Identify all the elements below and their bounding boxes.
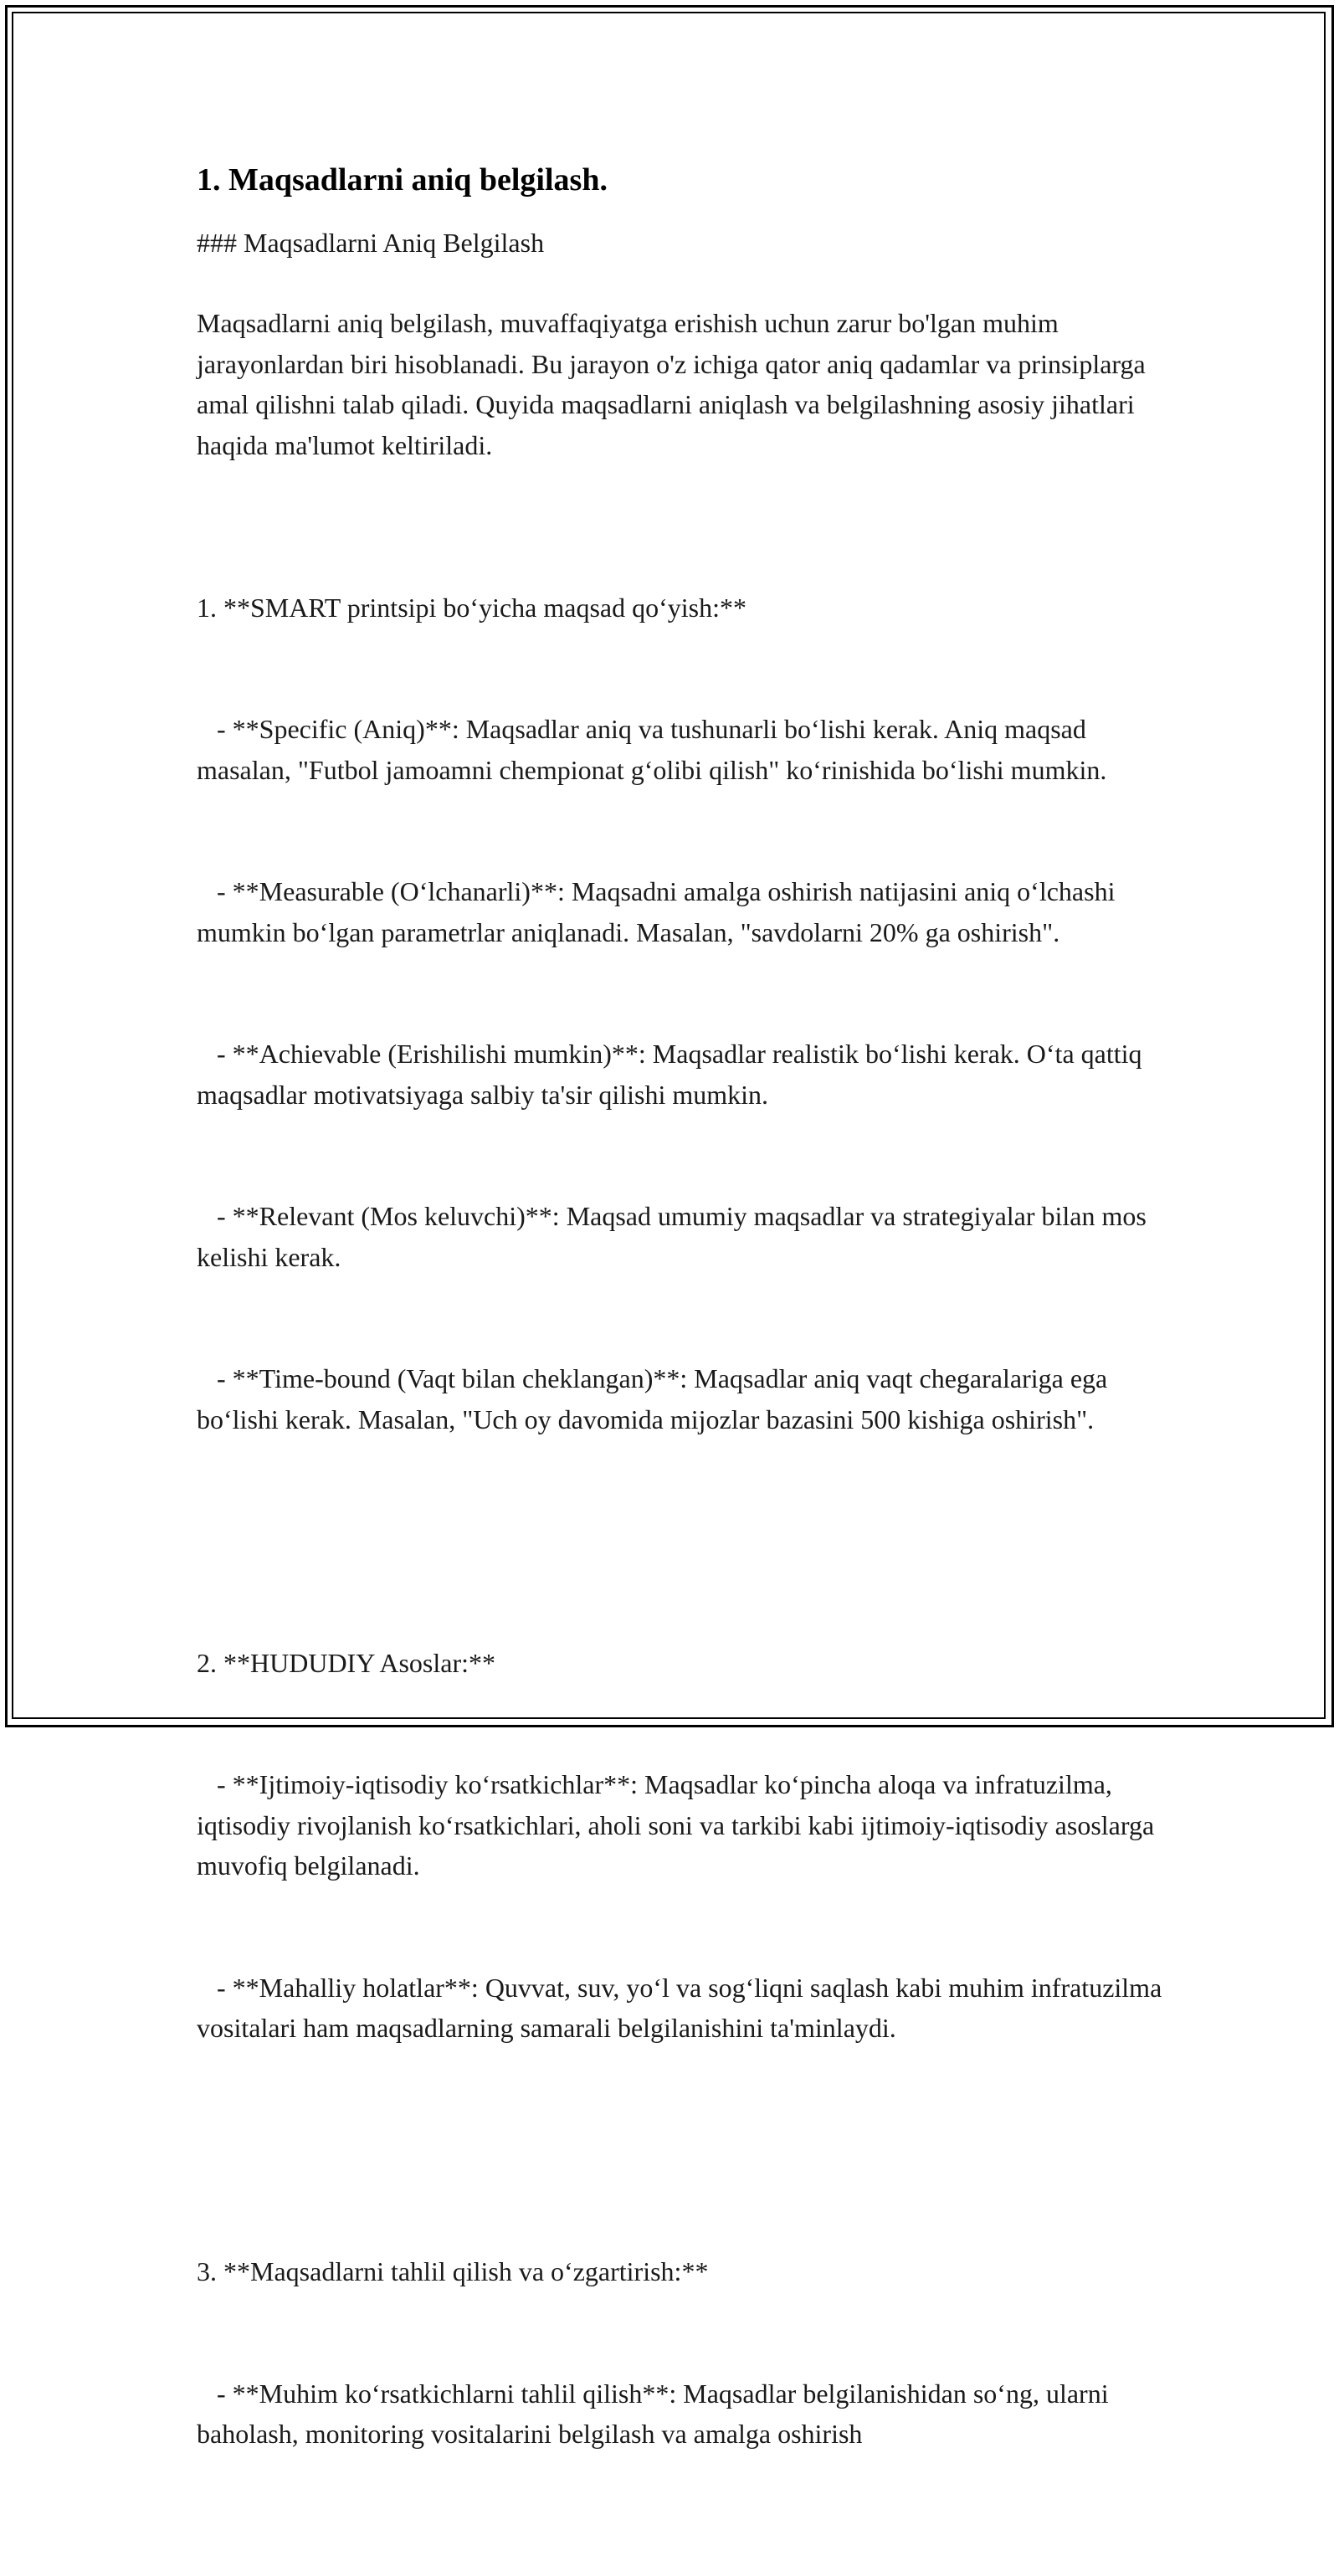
list-item: - **Specific (Aniq)**: Maqsadlar aniq va tushunarli bo‘lishi kerak. Aniq maqsad masalan, "Futbol jamoamni chempionat g‘olibi qilish" ko‘rinishida bo‘lishi mumkin.: [197, 714, 1107, 785]
section-smart: [197, 506, 1167, 1521]
intro-paragraph: Maqsadlarni aniq belgilash, muvaffaqiyatga erishish uchun zarur bo'lgan muhim jarayonlardan biri hisoblanadi. Bu jarayon o'z ichiga qator aniq qadamlar va prinsiplarga amal qilishni talab qiladi. Quyida maqsadlarni aniqlash va belgilashning asosiy jihatlari haqida ma'lumot keltiriladi.: [197, 308, 1152, 460]
list-item: - **Relevant (Mos keluvchi)**: Maqsad umumiy maqsadlar va strategiyalar bilan mos kelishi kerak.: [197, 1201, 1153, 1272]
section-hududiy: [197, 1562, 1167, 2130]
list-item: - **Time-bound (Vaqt bilan cheklangan)**: Maqsadlar aniq vaqt chegaralariga ega bo‘lishi kerak. Masalan, "Uch oy davomida mijozlar bazasini 500 kishiga oshirish".: [197, 1363, 1115, 1434]
section-heading: 3. **Maqsadlarni tahlil qilish va o‘zgartirish:**: [197, 2256, 709, 2286]
section-tahlil: [197, 2170, 1167, 2536]
list-item: - **Ijtimoiy-iqtisodiy ko‘rsatkichlar**: Maqsadlar ko‘pincha aloqa va infratuzilma, iqtisodiy rivojlanish ko‘rsatkichlari, aholi soni va tarkibi kabi ijtimoiy-iqtisodiy asoslarga muvofiq belgilanadi.: [197, 1769, 1162, 1881]
document-subheading: ### Maqsadlarni Aniq Belgilash: [197, 228, 545, 258]
list-item: - **Measurable (O‘lchanarli)**: Maqsadni amalga oshirish natijasini aniq o‘lchashi mumkin bo‘lgan parametrlar aniqlanadi. Masalan, "savdolarni 20% ga oshirish".: [197, 876, 1122, 947]
document-title: 1. Maqsadlarni aniq belgilash.: [197, 162, 608, 198]
list-item: - **Mahalliy holatlar**: Quvvat, suv, yo‘l va sog‘liqni saqlash kabi muhim infratuzilma vositalari ham maqsadlarning samarali belgilanishini ta'minlaydi.: [197, 1972, 1169, 2043]
list-item: - **Muhim ko‘rsatkichlarni tahlil qilish**: Maqsadlar belgilanishidan so‘ng, ularni baholash, monitoring vositalarini belgilash va amalga oshirish: [197, 2378, 1116, 2449]
list-item: - **Achievable (Erishilishi mumkin)**: Maqsadlar realistik bo‘lishi kerak. O‘ta qattiq maqsadlar motivatsiyaga salbiy ta'sir qilishi mumkin.: [197, 1039, 1149, 1110]
document-body: [197, 159, 1167, 2576]
section-heading: 2. **HUDUDIY Asoslar:**: [197, 1647, 496, 1678]
section-heading: 1. **SMART printsipi bo‘yicha maqsad qo‘yish:**: [197, 592, 747, 623]
